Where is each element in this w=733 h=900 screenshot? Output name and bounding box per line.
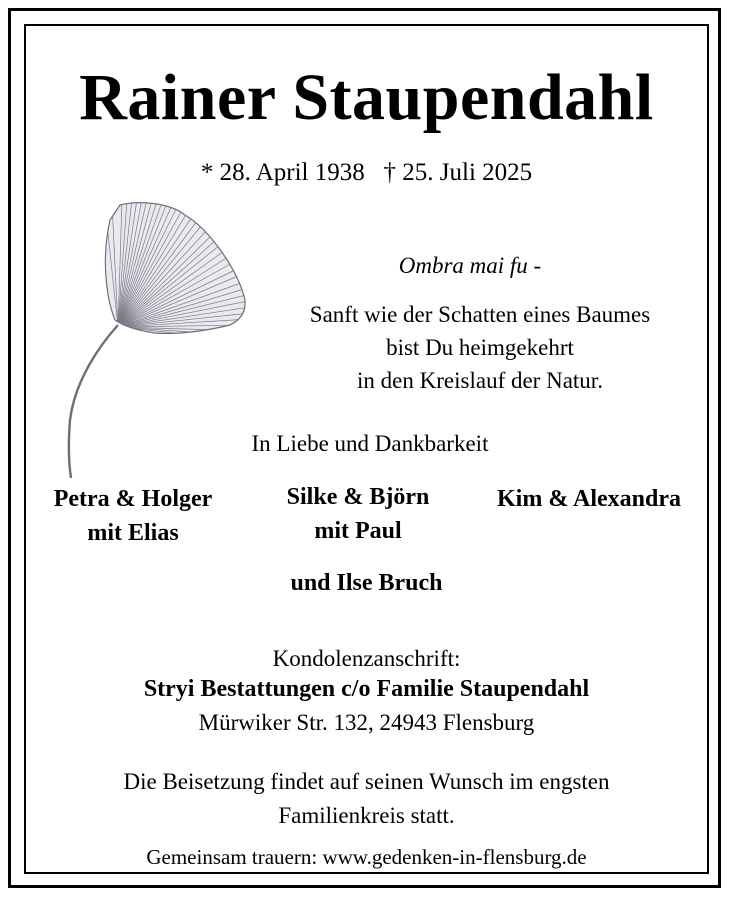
death-date: † 25. Juli 2025 xyxy=(383,159,533,186)
burial-notice xyxy=(0,765,733,833)
family-group-2 xyxy=(258,480,458,548)
condolence-label: Kondolenzanschrift: xyxy=(272,646,461,671)
family-group-1 xyxy=(28,482,238,550)
family-group-3 xyxy=(474,482,704,516)
verse-title: Ombra mai fu - xyxy=(398,253,542,278)
family-children: mit Paul xyxy=(314,518,402,544)
family-children: mit Elias xyxy=(87,520,179,546)
verse-line: in den Kreislauf der Natur. xyxy=(357,368,603,393)
family-names: Kim & Alexandra xyxy=(497,486,681,512)
additional-mourner: und Ilse Bruch xyxy=(290,570,443,596)
family-names: Silke & Björn xyxy=(286,484,430,510)
verse-line: Sanft wie der Schatten eines Baumes xyxy=(309,302,651,327)
birth-date: * 28. April 1938 xyxy=(200,159,365,186)
notice-line: Die Beisetzung findet auf seinen Wunsch im engsten xyxy=(123,769,610,794)
dedication: In Liebe und Dankbarkeit xyxy=(251,431,489,456)
verse-text xyxy=(240,298,720,397)
deceased-name: Rainer Staupendahl xyxy=(79,61,654,134)
family-names: Petra & Holger xyxy=(53,486,213,512)
memorial-website[interactable]: Gemeinsam trauern: www.gedenken-in-flensburg.de xyxy=(146,845,587,869)
notice-line: Familienkreis statt. xyxy=(278,803,455,828)
condolence-address: Mürwiker Str. 132, 24943 Flensburg xyxy=(198,710,535,735)
condolence-recipient: Stryi Bestattungen c/o Familie Staupendahl xyxy=(143,676,590,702)
life-dates xyxy=(0,158,733,188)
verse-line: bist Du heimgekehrt xyxy=(386,335,574,360)
